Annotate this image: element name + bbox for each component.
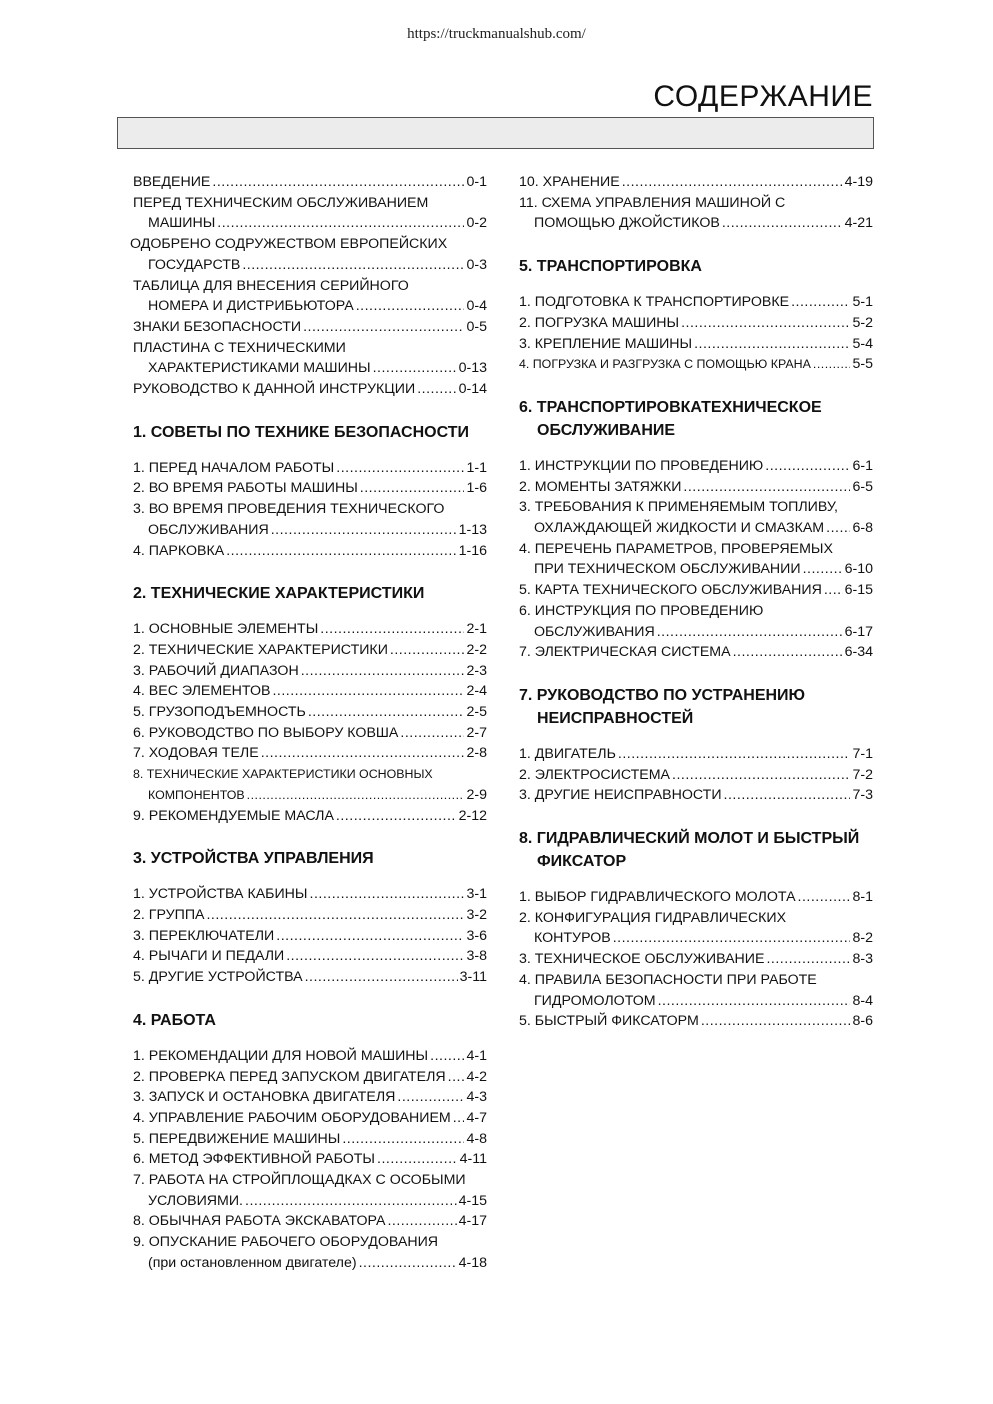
entry-page: 5-5 [852, 356, 873, 373]
leader-dots [813, 354, 851, 375]
leader-dots [681, 313, 850, 334]
leader-dots [397, 1087, 464, 1108]
toc-entry[interactable] [133, 743, 487, 764]
leader-dots [826, 518, 850, 539]
entry-title: 1. ИНСТРУКЦИИ ПО ПРОВЕДЕНИЮ [519, 457, 764, 474]
leader-dots [217, 213, 464, 234]
section-4-continued-entries [519, 172, 873, 234]
entry-title: 8. ТЕХНИЧЕСКИЕ ХАРАКТЕРИСТИКИ ОСНОВНЫХ [133, 767, 433, 782]
intro-entries [130, 172, 487, 400]
section-5-entries [519, 292, 873, 375]
toc-entry[interactable] [519, 456, 873, 477]
entry-title: 1. УСТРОЙСТВА КАБИНЫ [133, 886, 308, 903]
entry-page: 4-15 [458, 1192, 487, 1209]
toc-entry[interactable] [519, 518, 873, 539]
entry-title: ПРИ ТЕХНИЧЕСКОМ ОБСЛУЖИВАНИИ [534, 561, 801, 578]
entry-title: ОХЛАЖДАЮЩЕЙ ЖИДКОСТИ И СМАЗКАМ [534, 520, 825, 537]
section-6-entries [519, 456, 873, 663]
entry-title: 4. ВЕС ЭЛЕМЕНТОВ [133, 683, 271, 700]
entry-title: 3. КРЕПЛЕНИЕ МАШИНЫ [519, 335, 693, 352]
entry-title: 2. ТЕХНИЧЕСКИЕ ХАРАКТЕРИСТИКИ [133, 641, 388, 658]
entry-title: 7. ЭЛЕКТРИЧЕСКАЯ СИСТЕМА [519, 644, 731, 661]
leader-dots [701, 1011, 851, 1032]
toc-entry[interactable] [133, 619, 487, 640]
section-3-entries [133, 884, 487, 988]
toc-entry[interactable] [519, 477, 873, 498]
entry-title: 1. ПЕРЕД НАЧАЛОМ РАБОТЫ [133, 459, 335, 476]
toc-entry[interactable] [133, 1149, 487, 1170]
toc-entry[interactable] [519, 970, 873, 991]
title-bar [117, 117, 874, 149]
leader-dots [305, 967, 458, 988]
section-1-entries [133, 458, 487, 562]
entry-page: 2-2 [466, 641, 487, 658]
entry-page: 4-21 [844, 215, 873, 232]
leader-dots [301, 661, 465, 682]
section-heading-3[interactable]: 3. УСТРОЙСТВА УПРАВЛЕНИЯ [133, 850, 374, 868]
toc-entry[interactable] [133, 338, 487, 359]
entry-page: 7-3 [852, 787, 873, 804]
leader-dots [448, 1067, 465, 1088]
leader-dots [722, 213, 843, 234]
entry-title: 4. РЫЧАГИ И ПЕДАЛИ [133, 948, 285, 965]
leader-dots [766, 949, 850, 970]
toc-entry[interactable] [133, 1232, 487, 1253]
toc-entry[interactable] [133, 1253, 487, 1274]
entry-title: 3. РАБОЧИЙ ДИАПАЗОН [133, 662, 299, 679]
entry-page: 4-7 [466, 1109, 487, 1126]
entry-title: 1. РЕКОМЕНДАЦИИ ДЛЯ НОВОЙ МАШИНЫ [133, 1047, 429, 1064]
leader-dots [622, 172, 843, 193]
entry-title: 4. ПОГРУЗКА И РАЗГРУЗКА С ПОМОЩЬЮ КРАНА [519, 357, 811, 372]
entry-title: 5. БЫСТРЫЙ ФИКСАТОРМ [519, 1013, 699, 1030]
toc-entry[interactable] [519, 497, 873, 518]
entry-page: 8-3 [852, 951, 873, 968]
entry-page: 2-12 [458, 807, 487, 824]
page-title: СОДЕРЖАНИЕ [653, 80, 873, 113]
toc-entry[interactable] [519, 642, 873, 663]
toc-entry[interactable] [519, 887, 873, 908]
toc-entry[interactable] [519, 213, 873, 234]
leader-dots [417, 379, 456, 400]
leader-dots [272, 681, 464, 702]
entry-page: 8-4 [852, 992, 873, 1009]
entry-page: 0-2 [466, 215, 487, 232]
entry-title: НОМЕРА И ДИСТРИБЬЮТОРА [148, 298, 354, 315]
toc-entry[interactable] [519, 354, 873, 375]
toc-entry[interactable] [519, 334, 873, 355]
leader-dots [657, 622, 843, 643]
entry-page: 8-1 [852, 889, 873, 906]
leader-dots [336, 806, 457, 827]
section-2-entries [133, 619, 487, 826]
leader-dots [613, 928, 851, 949]
toc-entry[interactable] [133, 358, 487, 379]
entry-page: 0-4 [466, 298, 487, 315]
entry-title: 8. ОБЫЧНАЯ РАБОТА ЭКСКАВАТОРА [133, 1213, 386, 1230]
entry-title: ВВЕДЕНИЕ [133, 174, 211, 190]
entry-page: 6-8 [852, 520, 873, 537]
toc-entry[interactable] [133, 1191, 487, 1212]
leader-dots [803, 559, 843, 580]
section-4-entries [133, 1046, 487, 1274]
entry-page: 2-4 [466, 683, 487, 700]
entry-title: КОНТУРОВ [534, 930, 611, 947]
entry-title: 4. ПРАВИЛА БЕЗОПАСНОСТИ ПРИ РАБОТЕ [519, 971, 817, 988]
entry-title: 7. РАБОТА НА СТРОЙПЛОЩАДКАХ С ОСОБЫМИ [133, 1172, 466, 1189]
entry-title: 3. ВО ВРЕМЯ ПРОВЕДЕНИЯ ТЕХНИЧЕСКОГО [133, 501, 445, 518]
toc-entry[interactable] [133, 884, 487, 905]
entry-title: 4. ПАРКОВКА [133, 542, 225, 559]
toc-entry[interactable] [133, 1129, 487, 1150]
toc-entry[interactable] [133, 193, 487, 214]
entry-title: МАШИНЫ [148, 215, 216, 232]
leader-dots [390, 640, 465, 661]
toc-entry[interactable] [133, 317, 487, 338]
entry-page: 6-34 [844, 644, 873, 661]
toc-entry[interactable] [130, 234, 487, 255]
leader-dots [824, 580, 843, 601]
entry-page: 4-2 [466, 1068, 487, 1085]
entry-page: 0-3 [466, 256, 487, 273]
leader-dots [733, 642, 843, 663]
entry-title: 5. КАРТА ТЕХНИЧЕСКОГО ОБСЛУЖИВАНИЯ [519, 582, 822, 599]
toc-entry[interactable] [519, 908, 873, 929]
leader-dots [286, 946, 464, 967]
toc-entry[interactable] [133, 946, 487, 967]
leader-dots [377, 1149, 458, 1170]
entry-page: 7-2 [852, 766, 873, 783]
entry-page: 0-14 [458, 381, 487, 398]
entry-page: 6-10 [844, 561, 873, 578]
toc-entry[interactable] [133, 681, 487, 702]
toc-entry[interactable] [519, 172, 873, 193]
toc-entry[interactable] [133, 499, 487, 520]
leader-dots [798, 887, 851, 908]
toc-entry[interactable] [133, 1067, 487, 1088]
section-heading-1[interactable]: 1. СОВЕТЫ ПО ТЕХНИКЕ БЕЗОПАСНОСТИ [133, 423, 470, 441]
leader-dots [342, 1129, 464, 1150]
entry-page: 4-11 [459, 1151, 487, 1168]
toc-entry[interactable] [519, 292, 873, 313]
entry-title: 1. ПОДГОТОВКА К ТРАНСПОРТИРОВКЕ [519, 294, 790, 311]
entry-page: 2-3 [466, 662, 487, 679]
toc-entry[interactable] [133, 1087, 487, 1108]
section-heading-5[interactable]: 5. ТРАНСПОРТИРОВКА [519, 258, 702, 276]
entry-page: 4-8 [466, 1130, 487, 1147]
toc-entry[interactable] [133, 905, 487, 926]
entry-title: 6. МЕТОД ЭФФЕКТИВНОЙ РАБОТЫ [133, 1151, 375, 1168]
leader-dots [356, 296, 465, 317]
leader-dots [336, 458, 464, 479]
toc-entry[interactable] [519, 601, 873, 622]
toc-entry[interactable] [519, 580, 873, 601]
toc-entry[interactable] [133, 1046, 487, 1067]
entry-title: 3. ТРЕБОВАНИЯ К ПРИМЕНЯЕМЫМ ТОПЛИВУ, [519, 499, 838, 516]
leader-dots [206, 905, 464, 926]
entry-title: ПЕРЕД ТЕХНИЧЕСКИМ ОБСЛУЖИВАНИЕМ [133, 194, 429, 211]
leader-dots [308, 702, 465, 723]
toc-right-column [519, 172, 873, 1032]
entry-page: 0-13 [458, 360, 487, 377]
leader-dots [724, 785, 851, 806]
entry-title: 5. ДРУГИЕ УСТРОЙСТВА [133, 969, 303, 986]
leader-dots [618, 744, 851, 765]
toc-entry[interactable] [133, 806, 487, 827]
entry-page: 8-6 [852, 1013, 873, 1030]
toc-entry[interactable] [519, 744, 873, 765]
leader-dots [400, 723, 464, 744]
entry-page: 2-5 [466, 704, 487, 721]
entry-page: 6-15 [844, 582, 873, 599]
toc-entry[interactable] [133, 172, 487, 193]
toc-entry[interactable] [519, 559, 873, 580]
leader-dots [245, 1191, 457, 1212]
leader-dots [360, 478, 465, 499]
section-7-entries [519, 744, 873, 806]
entry-title: ПЛАСТИНА С ТЕХНИЧЕСКИМИ [133, 339, 346, 356]
entry-page: 2-7 [466, 724, 487, 741]
leader-dots [672, 765, 850, 786]
leader-dots [303, 317, 464, 338]
entry-title: 2. ГРУППА [133, 906, 205, 923]
leader-dots [226, 541, 456, 562]
entry-page: 4-3 [466, 1089, 487, 1106]
toc-entry[interactable] [133, 276, 487, 297]
toc-entry[interactable] [133, 640, 487, 661]
entry-page: 1-13 [458, 521, 487, 538]
entry-title: 4. УПРАВЛЕНИЕ РАБОЧИМ ОБОРУДОВАНИЕМ [133, 1109, 451, 1126]
leader-dots [453, 1108, 465, 1129]
entry-page: 8-2 [852, 930, 873, 947]
entry-title: 2. ПОГРУЗКА МАШИНЫ [519, 314, 680, 331]
toc-entry[interactable] [133, 541, 487, 562]
leader-dots [694, 334, 850, 355]
toc-entry[interactable] [133, 1170, 487, 1191]
entry-page: 2-8 [466, 745, 487, 762]
entry-page: 5-4 [852, 335, 873, 352]
toc-entry[interactable] [133, 764, 487, 785]
toc-entry[interactable] [519, 991, 873, 1012]
leader-dots [359, 1253, 457, 1274]
entry-page: 6-1 [852, 457, 873, 474]
entry-page: 0-5 [466, 318, 487, 335]
entry-title: 5. ПЕРЕДВИЖЕНИЕ МАШИНЫ [133, 1130, 341, 1147]
entry-title: 6. ИНСТРУКЦИЯ ПО ПРОВЕДЕНИЮ [519, 602, 764, 619]
entry-page: 4-19 [844, 174, 873, 190]
toc-left-column [130, 172, 487, 1274]
toc-entry[interactable] [133, 1108, 487, 1129]
entry-page: 1-6 [466, 480, 487, 497]
leader-dots [320, 619, 464, 640]
toc-entry[interactable] [133, 520, 487, 541]
entry-title: 1. ДВИГАТЕЛЬ [519, 745, 616, 762]
section-heading-6[interactable]: 6. ТРАНСПОРТИРОВКАТЕХНИЧЕСКОЕ ОБСЛУЖИВАНИЕ [519, 398, 822, 439]
entry-title: 3. ДРУГИЕ НЕИСПРАВНОСТИ [519, 787, 722, 804]
entry-title: ХАРАКТЕРИСТИКАМИ МАШИНЫ [148, 360, 371, 377]
entry-title: 2. ВО ВРЕМЯ РАБОТЫ МАШИНЫ [133, 480, 358, 497]
entry-page: 7-1 [852, 745, 873, 762]
entry-title: ОДОБРЕНО СОДРУЖЕСТВОМ ЕВРОПЕЙСКИХ [130, 236, 448, 253]
toc-entry[interactable] [133, 458, 487, 479]
entry-page: 5-1 [852, 294, 873, 311]
toc-entry[interactable] [133, 967, 487, 988]
toc-entry[interactable] [519, 193, 873, 214]
leader-dots [212, 172, 464, 193]
toc-entry[interactable] [519, 949, 873, 970]
entry-title: 9. ОПУСКАНИЕ РАБОЧЕГО ОБОРУДОВАНИЯ [133, 1234, 439, 1251]
entry-title: 3. ЗАПУСК И ОСТАНОВКА ДВИГАТЕЛЯ [133, 1089, 396, 1106]
toc-entry[interactable] [133, 296, 487, 317]
entry-title: ЗНАКИ БЕЗОПАСНОСТИ [133, 318, 302, 335]
toc-entry[interactable] [519, 622, 873, 643]
entry-title: РУКОВОДСТВО К ДАННОЙ ИНСТРУКЦИИ [133, 381, 416, 398]
section-heading-7[interactable]: 7. РУКОВОДСТВО ПО УСТРАНЕНИЮ НЕИСПРАВНОСТЕЙ [519, 686, 806, 727]
entry-page: 2-9 [466, 786, 487, 803]
toc-entry[interactable] [133, 379, 487, 400]
entry-title: 2. МОМЕНТЫ ЗАТЯЖКИ [519, 478, 682, 495]
entry-title: 2. ПРОВЕРКА ПЕРЕД ЗАПУСКОМ ДВИГАТЕЛЯ [133, 1068, 446, 1085]
entry-page: 3-6 [466, 927, 487, 944]
leader-dots [242, 255, 464, 276]
entry-page: 3-1 [466, 886, 487, 903]
entry-title: 10. ХРАНЕНИЕ [519, 174, 620, 190]
toc-entry[interactable] [519, 539, 873, 560]
toc-entry[interactable] [519, 785, 873, 806]
entry-title: 7. ХОДОВАЯ ТЕЛЕ [133, 745, 259, 762]
toc-entry[interactable] [133, 785, 487, 806]
entry-page: 1-16 [458, 542, 487, 559]
entry-title: ТАБЛИЦА ДЛЯ ВНЕСЕНИЯ СЕРИЙНОГО [133, 277, 409, 294]
leader-dots [261, 743, 465, 764]
entry-page: 3-2 [466, 906, 487, 923]
entry-title: 3. ТЕХНИЧЕСКОЕ ОБСЛУЖИВАНИЕ [519, 951, 765, 968]
entry-page: 3-8 [466, 948, 487, 965]
section-8-entries [519, 887, 873, 1032]
toc-entry[interactable] [133, 661, 487, 682]
section-heading-4[interactable]: 4. РАБОТА [133, 1011, 216, 1029]
leader-dots [791, 292, 850, 313]
toc-entry[interactable] [519, 313, 873, 334]
leader-dots [430, 1046, 464, 1067]
entry-page: 5-2 [852, 314, 873, 331]
entry-title: 1. ОСНОВНЫЕ ЭЛЕМЕНТЫ [133, 621, 319, 638]
toc-entry[interactable] [133, 1211, 487, 1232]
entry-title: 3. ПЕРЕКЛЮЧАТЕЛИ [133, 927, 275, 944]
toc-entry[interactable] [519, 765, 873, 786]
entry-title: 4. ПЕРЕЧЕНЬ ПАРАМЕТРОВ, ПРОВЕРЯЕМЫХ [519, 540, 833, 557]
entry-title: (при остановленном двигателе) [148, 1254, 357, 1271]
section-heading-2[interactable]: 2. ТЕХНИЧЕСКИЕ ХАРАКТЕРИСТИКИ [133, 585, 425, 603]
entry-title: ОБСЛУЖИВАНИЯ [534, 623, 655, 640]
entry-title: ГИДРОМОЛОТОМ [534, 992, 656, 1009]
entry-page: 4-17 [458, 1213, 487, 1230]
entry-page: 4-18 [458, 1254, 487, 1271]
toc-entry[interactable] [133, 478, 487, 499]
leader-dots [271, 520, 457, 541]
leader-dots [247, 785, 465, 806]
section-heading-8[interactable]: 8. ГИДРАВЛИЧЕСКИЙ МОЛОТ И БЫСТРЫЙ ФИКСАТОР [519, 830, 860, 871]
entry-title: 6. РУКОВОДСТВО ПО ВЫБОРУ КОВША [133, 724, 399, 741]
entry-title: 9. РЕКОМЕНДУЕМЫЕ МАСЛА [133, 807, 334, 824]
entry-title: УСЛОВИЯМИ. [148, 1192, 243, 1209]
toc-entry[interactable] [519, 1011, 873, 1032]
toc-entry[interactable] [133, 255, 487, 276]
entry-page: 2-1 [466, 621, 487, 638]
entry-title: 5. ГРУЗОПОДЪЕМНОСТЬ [133, 704, 306, 721]
entry-page: 0-1 [466, 174, 487, 190]
entry-title: 1. ВЫБОР ГИДРАВЛИЧЕСКОГО МОЛОТА [519, 889, 796, 906]
entry-title: ГОСУДАРСТВ [148, 256, 241, 273]
toc-entry[interactable] [133, 723, 487, 744]
entry-title: ОБСЛУЖИВАНИЯ [148, 521, 269, 538]
entry-title: 11. СХЕМА УПРАВЛЕНИЯ МАШИНОЙ С [519, 194, 786, 211]
source-url: https://truckmanualshub.com/ [407, 26, 586, 42]
toc-entry[interactable] [133, 702, 487, 723]
entry-title: КОМПОНЕНТОВ [148, 787, 245, 802]
entry-page: 1-1 [466, 459, 487, 476]
leader-dots [765, 456, 850, 477]
entry-page: 6-5 [852, 478, 873, 495]
toc-entry[interactable] [133, 926, 487, 947]
leader-dots [276, 926, 464, 947]
toc-entry[interactable] [519, 928, 873, 949]
leader-dots [683, 477, 850, 498]
leader-dots [373, 358, 457, 379]
entry-title: 2. ЭЛЕКТРОСИСТЕМА [519, 766, 671, 783]
entry-title: 2. КОНФИГУРАЦИЯ ГИДРАВЛИЧЕСКИХ [519, 909, 787, 926]
leader-dots [387, 1211, 456, 1232]
entry-page: 4-1 [466, 1047, 487, 1064]
entry-title: ПОМОЩЬЮ ДЖОЙСТИКОВ [534, 215, 720, 232]
toc-entry[interactable] [133, 213, 487, 234]
leader-dots [658, 991, 851, 1012]
entry-page: 6-17 [844, 623, 873, 640]
entry-page: 3-11 [459, 969, 487, 986]
leader-dots [310, 884, 465, 905]
